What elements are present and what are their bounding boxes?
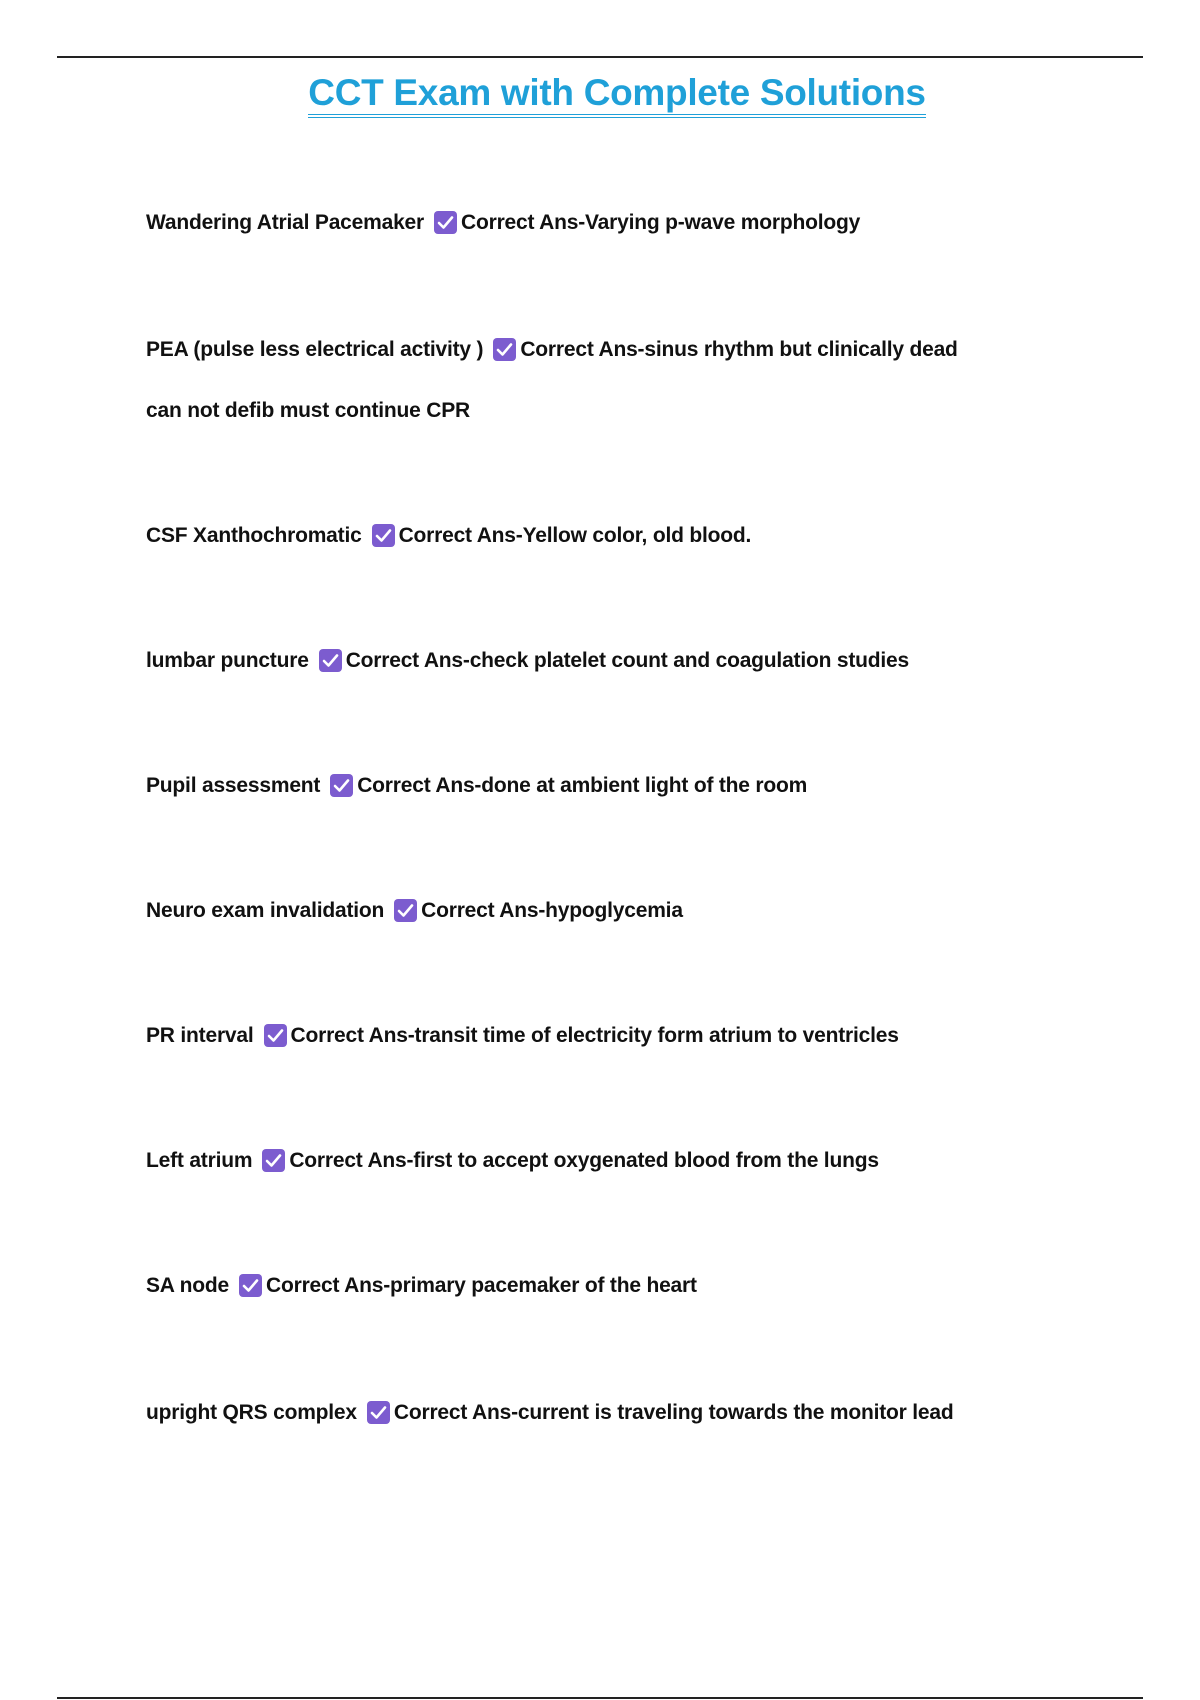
qa-item	[146, 1255, 1106, 1316]
answer-text: Correct Ans-Yellow color, old blood.	[398, 524, 752, 547]
top-rule	[57, 56, 1143, 58]
checkmark-box-icon	[330, 774, 353, 797]
answer-continuation: can not defib must continue CPR	[146, 399, 470, 422]
answer-text: Correct Ans-first to accept oxygenated blood from the lungs	[289, 1149, 879, 1172]
question-text: PR interval	[146, 1024, 254, 1047]
checkmark-box-icon	[319, 649, 342, 672]
bottom-rule	[57, 1697, 1143, 1699]
qa-item	[146, 1130, 1106, 1191]
question-text: lumbar puncture	[146, 649, 309, 672]
answer-text: Correct Ans-hypoglycemia	[421, 899, 683, 922]
checkmark-box-icon	[264, 1024, 287, 1047]
answer-text: Correct Ans-sinus rhythm but clinically dead	[520, 338, 958, 361]
answer-text: Correct Ans-done at ambient light of the room	[357, 774, 808, 797]
qa-item	[146, 192, 1106, 253]
question-text: SA node	[146, 1274, 229, 1297]
qa-item	[146, 505, 1106, 566]
question-text: Wandering Atrial Pacemaker	[146, 211, 425, 234]
checkmark-box-icon	[372, 524, 395, 547]
page-title-text: CCT Exam with Complete Solutions	[308, 73, 925, 118]
answer-text: Correct Ans-check platelet count and coagulation studies	[345, 649, 909, 672]
page-title	[0, 72, 1200, 118]
qa-item	[146, 755, 1106, 816]
checkmark-box-icon	[493, 338, 516, 361]
qa-item	[146, 880, 1106, 941]
question-text: Pupil assessment	[146, 774, 321, 797]
question-text: CSF Xanthochromatic	[146, 524, 362, 547]
qa-item	[146, 1005, 1106, 1066]
question-text: upright QRS complex	[146, 1401, 357, 1424]
answer-text: Correct Ans-primary pacemaker of the heart	[266, 1274, 697, 1297]
checkmark-box-icon	[262, 1149, 285, 1172]
checkmark-box-icon	[367, 1401, 390, 1424]
checkmark-box-icon	[239, 1274, 262, 1297]
qa-item	[146, 1382, 1106, 1443]
answer-text: Correct Ans-transit time of electricity form atrium to ventricles	[290, 1024, 899, 1047]
qa-item	[146, 319, 1106, 441]
answer-text: Correct Ans-current is traveling towards the monitor lead	[393, 1401, 954, 1424]
question-text: Neuro exam invalidation	[146, 899, 385, 922]
qa-item	[146, 630, 1106, 691]
checkmark-box-icon	[394, 899, 417, 922]
question-text: PEA (pulse less electrical activity )	[146, 338, 484, 361]
answer-text: Correct Ans-Varying p-wave morphology	[461, 211, 861, 234]
checkmark-box-icon	[434, 211, 457, 234]
question-text: Left atrium	[146, 1149, 253, 1172]
